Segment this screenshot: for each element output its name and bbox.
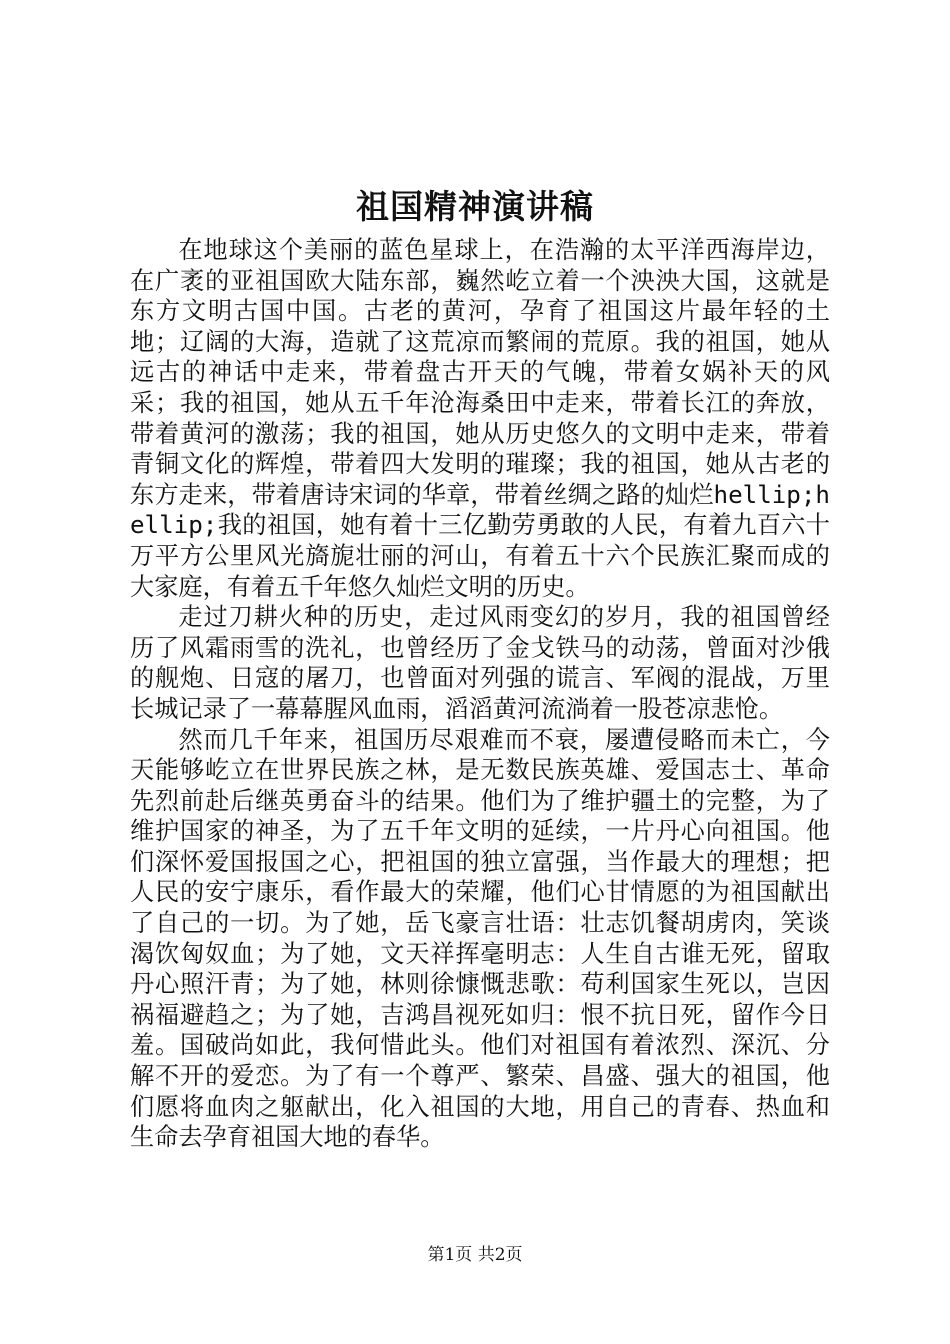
document-title: 祖国精神演讲稿 xyxy=(356,187,594,226)
document-body xyxy=(130,235,830,1153)
page-footer: 第1页 共2页 xyxy=(427,1245,523,1265)
paragraph-1: 在地球这个美丽的蓝色星球上，在浩瀚的太平洋西海岸边，在广袤的亚祖国欧大陆东部，巍然屹立着一个泱泱大国，这就是东方文明古国中国。古老的黄河，孕育了祖国这片最年轻的土地；辽阔的大海，造就了这荒凉而繁闹的荒原。我的祖国，她从远古的神话中走来，带着盘古开天的气魄，带着女娲补天的风采；我的祖国，她从五千年沧海桑田中走来，带着长江的奔放，带着黄河的激荡；我的祖国，她从历史悠久的文明中走来，带着青铜文化的辉煌，带着四大发明的璀璨；我的祖国，她从古老的东方走来，带着唐诗宋词的华章，带着丝绸之路的灿烂hellip;hellip;我的祖国，她有着十三亿勤劳勇敢的人民，有着九百六十万平方公里风光旖旎壮丽的河山，有着五十六个民族汇聚而成的大家庭，有着五千年悠久灿烂文明的历史。 xyxy=(130,236,830,601)
paragraph-2: 走过刀耕火种的历史，走过风雨变幻的岁月，我的祖国曾经历了风霜雨雪的洗礼，也曾经历了金戈铁马的动荡，曾面对沙俄的舰炮、日寇的屠刀，也曾面对列强的谎言、军阀的混战，万里长城记录了一幕幕腥风血雨，滔滔黄河流淌着一股苍凉悲怆。 xyxy=(130,603,830,723)
paragraph-3: 然而几千年来，祖国历尽艰难而不衰，屡遭侵略而未亡，今天能够屹立在世界民族之林，是无数民族英雄、爱国志士、革命先烈前赴后继英勇奋斗的结果。他们为了维护疆土的完整，为了维护国家的神圣，为了五千年文明的延续，一片丹心向祖国。他们深怀爱国报国之心，把祖国的独立富强，当作最大的理想；把人民的安宁康乐，看作最大的荣耀，他们心甘情愿的为祖国献出了自己的一切。为了她，岳飞豪言壮语：壮志饥餐胡虏肉，笑谈渴饮匈奴血；为了她，文天祥挥毫明志：人生自古谁无死，留取丹心照汗青；为了她，林则徐慷慨悲歌：苟利国家生死以，岂因祸福避趋之；为了她，吉鸿昌视死如归：恨不抗日死，留作今日羞。国破尚如此，我何惜此头。他们对祖国有着浓烈、深沉、分解不开的爱恋。为了有一个尊严、繁荣、昌盛、强大的祖国，他们愿将血肉之躯献出，化入祖国的大地，用自己的青春、热血和生命去孕育祖国大地的春华。 xyxy=(130,725,830,1152)
